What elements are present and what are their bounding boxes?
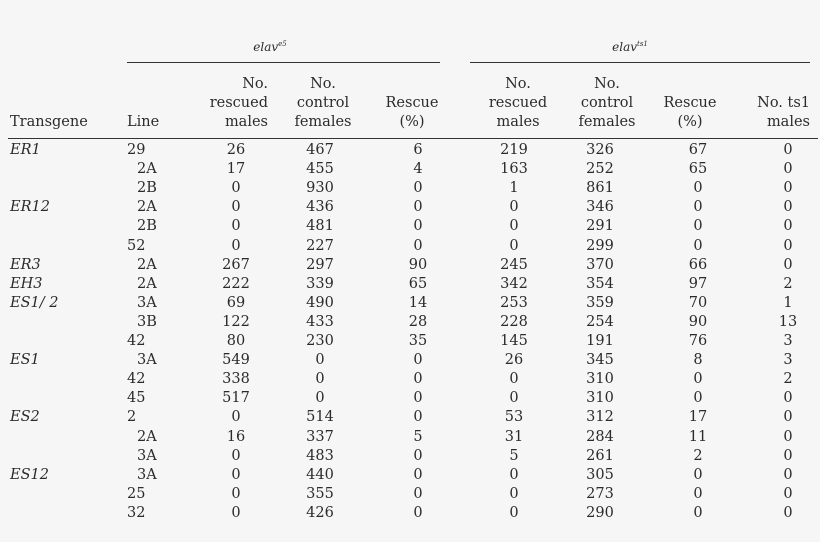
table-row — [0, 237, 820, 255]
cell-line: 2A — [137, 161, 157, 178]
cell-value: 0 — [783, 485, 793, 502]
cell-transgene: ES2 — [10, 409, 40, 426]
cell-value: 0 — [693, 199, 703, 216]
cell-value: 253 — [500, 294, 528, 311]
cell-value: 0 — [783, 447, 793, 464]
cell-line: 3A — [137, 466, 157, 483]
cell-line: 45 — [127, 390, 146, 407]
group-name: elav — [253, 40, 279, 54]
cell-value: 273 — [586, 485, 614, 502]
cell-value: 267 — [222, 256, 250, 273]
cell-value: 0 — [509, 466, 519, 483]
cell-transgene: ER1 — [10, 142, 41, 158]
table-row — [0, 294, 820, 312]
cell-value: 1 — [509, 180, 519, 197]
cell-value: 28 — [408, 313, 428, 330]
cell-value: 483 — [306, 447, 334, 464]
header-rescue-e5 — [380, 70, 444, 132]
cell-value: 0 — [509, 504, 519, 521]
cell-value: 13 — [778, 313, 798, 330]
cell-value: 342 — [500, 275, 528, 292]
table-row — [0, 198, 820, 216]
header-line-2: (%) — [399, 114, 425, 130]
cell-value: 16 — [226, 428, 246, 445]
group-superscript: ts1 — [637, 40, 648, 48]
cell-value: 261 — [586, 447, 614, 464]
header-line-1: No. ts1 — [757, 95, 810, 111]
cell-value: 0 — [509, 390, 519, 407]
cell-value: 65 — [408, 275, 428, 292]
cell-value: 254 — [586, 313, 614, 330]
cell-value: 69 — [226, 294, 246, 311]
cell-line: 2A — [137, 199, 157, 216]
cell-value: 26 — [504, 352, 524, 369]
table-row — [0, 332, 820, 350]
cell-value: 5 — [413, 428, 423, 445]
cell-value: 0 — [315, 371, 325, 388]
cell-value: 70 — [688, 294, 708, 311]
cell-value: 2 — [783, 371, 793, 388]
cell-line: 25 — [127, 485, 146, 502]
cell-line: 42 — [127, 333, 146, 349]
cell-value: 222 — [222, 275, 250, 292]
cell-line: 32 — [127, 504, 146, 521]
cell-value: 467 — [306, 142, 334, 158]
cell-value: 0 — [509, 199, 519, 216]
cell-value: 0 — [413, 237, 423, 254]
cell-value: 90 — [688, 313, 708, 330]
header-rescued-e5 — [188, 70, 268, 132]
cell-value: 0 — [315, 352, 325, 369]
cell-value: 0 — [693, 485, 703, 502]
cell-line: 2A — [137, 275, 157, 292]
table-row — [0, 389, 820, 407]
cell-transgene: EH3 — [10, 275, 43, 292]
cell-value: 0 — [413, 390, 423, 407]
cell-value: 0 — [413, 199, 423, 216]
header-line-3: females — [294, 114, 352, 130]
cell-line: 2A — [137, 256, 157, 273]
header-rescued-ts1 — [478, 70, 558, 132]
header-line-2: rescued — [488, 95, 548, 111]
cell-value: 345 — [586, 352, 614, 369]
cell-value: 191 — [586, 333, 614, 349]
header-line-1: No. — [505, 76, 531, 92]
cell-value: 310 — [586, 371, 614, 388]
cell-value: 299 — [586, 237, 614, 254]
cell-line: 2B — [137, 180, 157, 197]
cell-value: 359 — [586, 294, 614, 311]
group-rule-ts1 — [470, 62, 810, 63]
header-transgene — [10, 70, 88, 132]
cell-value: 481 — [306, 218, 334, 235]
cell-value: 0 — [783, 409, 793, 426]
cell-value: 0 — [413, 371, 423, 388]
cell-value: 0 — [231, 466, 241, 483]
header-line-3: males — [496, 114, 540, 130]
cell-value: 0 — [693, 390, 703, 407]
table-row — [0, 485, 820, 503]
cell-value: 3 — [783, 352, 793, 369]
cell-value: 0 — [413, 180, 423, 197]
cell-value: 0 — [693, 218, 703, 235]
header-line-1: No. — [310, 76, 336, 92]
group-header-elav-ts1 — [600, 40, 660, 54]
cell-value: 0 — [693, 180, 703, 197]
cell-value: 0 — [783, 428, 793, 445]
cell-value: 310 — [586, 390, 614, 407]
header-line-1: No. — [594, 76, 620, 92]
cell-value: 17 — [688, 409, 708, 426]
cell-value: 0 — [231, 218, 241, 235]
cell-value: 26 — [226, 142, 246, 158]
header-line-2: rescued — [209, 95, 268, 111]
header-control-e5 — [288, 70, 358, 132]
cell-value: 230 — [306, 333, 334, 349]
cell-value: 0 — [509, 485, 519, 502]
cell-line: 29 — [127, 142, 146, 158]
cell-value: 97 — [688, 275, 708, 292]
cell-value: 339 — [306, 275, 334, 292]
cell-value: 440 — [306, 466, 334, 483]
cell-value: 354 — [586, 275, 614, 292]
table-row — [0, 351, 820, 369]
cell-value: 0 — [693, 371, 703, 388]
cell-value: 0 — [783, 180, 793, 197]
cell-line: 3A — [137, 352, 157, 369]
header-control-ts1 — [572, 70, 642, 132]
cell-value: 0 — [231, 180, 241, 197]
table-row — [0, 408, 820, 426]
cell-value: 2 — [783, 275, 793, 292]
cell-value: 0 — [231, 504, 241, 521]
header-line — [127, 70, 159, 132]
cell-value: 3 — [783, 333, 793, 349]
cell-value: 312 — [586, 409, 614, 426]
cell-value: 122 — [222, 313, 250, 330]
table-row — [0, 370, 820, 388]
cell-transgene: ER3 — [10, 256, 41, 273]
header-line-2: control — [580, 95, 634, 111]
cell-value: 245 — [500, 256, 528, 273]
cell-value: 0 — [509, 371, 519, 388]
cell-value: 35 — [408, 333, 428, 349]
cell-value: 5 — [509, 447, 519, 464]
cell-value: 514 — [306, 409, 334, 426]
group-rule-e5 — [127, 62, 440, 63]
cell-line: 3A — [137, 294, 157, 311]
header-label: Line — [127, 114, 160, 130]
header-line-1: Rescue — [663, 95, 717, 111]
cell-value: 0 — [783, 199, 793, 216]
cell-value: 338 — [222, 371, 250, 388]
cell-value: 1 — [783, 294, 793, 311]
cell-line: 42 — [127, 371, 146, 388]
cell-value: 0 — [231, 199, 241, 216]
cell-value: 11 — [688, 428, 708, 445]
cell-line: 2A — [137, 428, 157, 445]
cell-value: 4 — [413, 161, 423, 178]
table-row — [0, 313, 820, 331]
cell-value: 455 — [306, 161, 334, 178]
header-rule — [8, 138, 818, 139]
header-line-2: control — [296, 95, 350, 111]
group-header-elav-e5 — [240, 40, 300, 54]
table-row — [0, 466, 820, 484]
cell-value: 0 — [693, 504, 703, 521]
cell-value: 346 — [586, 199, 614, 216]
table-row — [0, 179, 820, 197]
cell-value: 0 — [413, 352, 423, 369]
cell-value: 219 — [500, 142, 528, 158]
cell-transgene: ES12 — [10, 466, 49, 483]
cell-value: 0 — [231, 485, 241, 502]
cell-value: 145 — [500, 333, 528, 349]
cell-value: 80 — [226, 333, 246, 349]
cell-value: 291 — [586, 218, 614, 235]
cell-value: 0 — [783, 237, 793, 254]
table-row — [0, 160, 820, 178]
cell-value: 0 — [413, 485, 423, 502]
cell-value: 0 — [783, 256, 793, 273]
cell-line: 2B — [137, 218, 157, 235]
table-row — [0, 275, 820, 293]
table-row — [0, 428, 820, 446]
cell-transgene: ER12 — [10, 199, 50, 216]
cell-value: 297 — [306, 256, 334, 273]
group-superscript: e5 — [278, 40, 287, 48]
cell-value: 76 — [688, 333, 708, 349]
cell-value: 14 — [408, 294, 428, 311]
cell-value: 0 — [315, 390, 325, 407]
cell-value: 0 — [783, 390, 793, 407]
cell-value: 53 — [504, 409, 524, 426]
cell-value: 426 — [306, 504, 334, 521]
cell-value: 67 — [688, 142, 708, 158]
group-name: elav — [612, 40, 637, 54]
cell-value: 326 — [586, 142, 614, 158]
cell-value: 490 — [306, 294, 334, 311]
header-line-2: males — [766, 114, 810, 130]
cell-value: 6 — [413, 142, 423, 158]
header-line-1: No. — [242, 76, 268, 92]
cell-value: 228 — [500, 313, 528, 330]
table-row — [0, 141, 820, 159]
cell-value: 0 — [783, 466, 793, 483]
header-line-3: females — [578, 114, 636, 130]
cell-value: 227 — [306, 237, 334, 254]
cell-value: 355 — [306, 485, 334, 502]
header-ts1-males — [744, 70, 810, 132]
cell-transgene: ES1 — [10, 352, 40, 369]
cell-value: 0 — [413, 466, 423, 483]
cell-value: 0 — [693, 237, 703, 254]
header-line-1: Rescue — [385, 95, 439, 111]
cell-value: 930 — [306, 180, 334, 197]
cell-value: 436 — [306, 199, 334, 216]
cell-value: 337 — [306, 428, 334, 445]
cell-value: 284 — [586, 428, 614, 445]
cell-value: 0 — [413, 504, 423, 521]
header-rescue-ts1 — [658, 70, 722, 132]
header-label: Transgene — [10, 114, 88, 130]
cell-value: 517 — [222, 390, 250, 407]
cell-value: 0 — [783, 142, 793, 158]
cell-value: 0 — [413, 218, 423, 235]
cell-value: 370 — [586, 256, 614, 273]
cell-value: 0 — [231, 409, 241, 426]
cell-line: 3A — [137, 447, 157, 464]
cell-value: 0 — [783, 161, 793, 178]
cell-value: 433 — [306, 313, 334, 330]
cell-value: 0 — [783, 504, 793, 521]
cell-value: 0 — [231, 447, 241, 464]
table-row — [0, 256, 820, 274]
cell-value: 163 — [500, 161, 528, 178]
cell-line: 2 — [127, 409, 137, 426]
header-line-2: (%) — [677, 114, 703, 130]
cell-value: 0 — [231, 237, 241, 254]
cell-value: 17 — [226, 161, 246, 178]
cell-value: 549 — [222, 352, 250, 369]
header-line-3: males — [224, 114, 268, 130]
cell-value: 66 — [688, 256, 708, 273]
cell-value: 0 — [783, 218, 793, 235]
cell-value: 0 — [509, 237, 519, 254]
cell-value: 290 — [586, 504, 614, 521]
cell-line: 52 — [127, 237, 146, 254]
cell-value: 0 — [693, 466, 703, 483]
cell-value: 0 — [413, 447, 423, 464]
cell-value: 31 — [504, 428, 524, 445]
table-row — [0, 447, 820, 465]
cell-value: 2 — [693, 447, 703, 464]
cell-value: 0 — [413, 409, 423, 426]
table-row — [0, 504, 820, 522]
cell-value: 8 — [693, 352, 703, 369]
cell-value: 861 — [586, 180, 614, 197]
cell-value: 305 — [586, 466, 614, 483]
table-row — [0, 217, 820, 235]
cell-transgene: ES1/ 2 — [10, 294, 59, 311]
cell-value: 252 — [586, 161, 614, 178]
cell-value: 65 — [688, 161, 708, 178]
cell-value: 0 — [509, 218, 519, 235]
cell-value: 90 — [408, 256, 428, 273]
cell-line: 3B — [137, 313, 157, 330]
